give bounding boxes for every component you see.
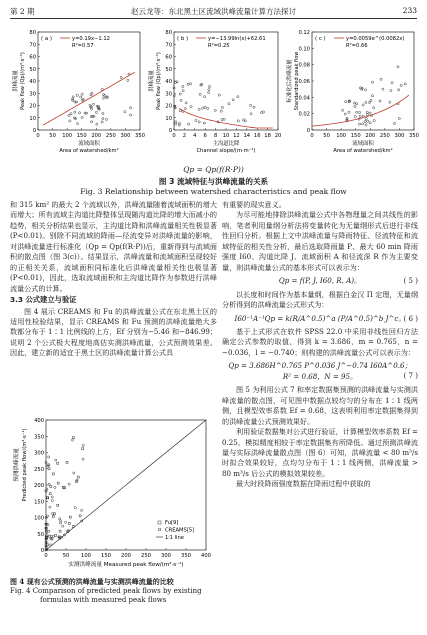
data-point — [366, 111, 368, 113]
data-point — [348, 111, 350, 113]
fig4-caption-en-1: Fig. 4 Comparison of predicted peak flows by existing — [10, 586, 202, 595]
x-axis-title: 实测洪峰流量 Measured peak flow/(m³·s⁻¹) — [68, 562, 184, 568]
equation-7-line-2: R² = 0.68，N = 95。 — [282, 371, 358, 381]
data-point — [398, 117, 400, 119]
data-point — [354, 115, 356, 117]
y-tick-label: 20 — [165, 103, 172, 110]
fig3-panel-c — [284, 26, 420, 164]
data-point-fu — [59, 530, 61, 532]
y-tick-label: 60 — [29, 54, 36, 61]
data-point-creams — [52, 535, 54, 537]
left-paragraph-1: 和 315 km² 的最大 2 个流域以外，洪峰流量随着流域面积的增大而增大；所有流域主沟道比降整体呈现随沟道比降的增大而减小的趋势，相关分析结果也显示，主沟道比降和洪峰流量相关性极显著(P<0.01)。别除不同流域的降雨—径流变异对洪峰流量的影响，对洪峰流量进行标准化（Qp = Qp(f(R·P))后，重新得到与流域面积的散点图（图 3(c)）。结果显示，洪峰流量和流域面积呈现较好的正相关关系，流域面积同标准化后洪峰流量相关性也极显著(P<0.01)，因此，选取流域面积和主沟道比降作为参数进行洪峰流量公式的计算。 — [10, 200, 217, 293]
equation-5-body: Qp = f(P, J, I60, R, A)。 — [278, 276, 362, 286]
data-point — [80, 96, 82, 98]
data-point-creams — [51, 496, 53, 498]
right-column — [222, 200, 418, 490]
data-point — [81, 93, 83, 95]
data-point — [250, 113, 252, 115]
legend-equation: y=0.19x−1.12 — [72, 36, 110, 42]
x-tick-label: 300 — [394, 133, 405, 139]
data-point — [78, 112, 80, 114]
data-point — [253, 106, 255, 108]
data-point — [105, 118, 107, 120]
fit-curve — [43, 72, 135, 125]
x-tick-label: 250 — [105, 133, 116, 139]
fig4-caption-cn: 图 4 现有公式预测的洪峰流量与实测洪峰流量的比较 — [10, 577, 174, 586]
data-point — [368, 101, 370, 103]
fig3-equation: Qp = Qp(f(R·P)) — [183, 165, 244, 174]
fig4-caption-en-2: formulas with measured peak flows — [40, 596, 167, 604]
panel-label: ( c ) — [315, 36, 326, 42]
x-tick-label: 350 — [409, 133, 419, 139]
data-point — [175, 123, 177, 125]
panel-label: ( b ) — [177, 36, 189, 42]
x-tick-label: 350 — [135, 133, 145, 139]
data-point — [359, 115, 361, 117]
y-tick-label: 350 — [34, 434, 44, 441]
x-tick-label: 350 — [181, 553, 191, 559]
x-axis-title-en: Area of watershed/km² — [59, 148, 119, 154]
right-paragraph-2: 为尽可能地排除洪峰流量公式中各物理量之间共线性的影响，笔者利用量纲分析法将变量转化为无量纲形式后进行非线性回归分析。根据上文中洪峰流量与降雨特征、径流特征和流域特征的相关性分析，最后选取降雨量 P、最大 60 min 降雨强度 I60、沟道比降 J、流域面积 A 和径流深 R 作为主要变量，则洪峰流量公式的基本形式可以表示为： — [222, 210, 418, 272]
data-point — [397, 66, 399, 68]
data-point — [74, 111, 76, 113]
data-point — [398, 89, 400, 91]
x-axis-title-en: Area of watershed/km² — [333, 148, 393, 154]
data-point-creams — [49, 506, 51, 508]
data-point-fu — [77, 476, 79, 478]
data-point — [129, 107, 131, 109]
data-point — [204, 106, 206, 108]
y-tick-label: 40 — [29, 79, 36, 85]
x-tick-label: 50 — [323, 133, 330, 139]
data-point — [93, 103, 95, 105]
y-tick-label: 300 — [34, 450, 44, 457]
data-point — [261, 112, 263, 114]
data-point — [199, 93, 201, 95]
data-point — [203, 122, 205, 124]
legend-label-creams: CREAMS[5] — [165, 527, 195, 534]
data-point — [345, 101, 347, 103]
data-point — [207, 107, 209, 109]
equation-6 — [222, 314, 418, 324]
x-tick-label: 300 — [120, 133, 131, 139]
data-point-fu — [82, 448, 84, 450]
data-point — [389, 101, 391, 103]
data-point-fu — [57, 462, 59, 464]
data-point-fu — [68, 522, 70, 524]
x-tick-label: 18 — [264, 133, 271, 139]
data-point-fu — [48, 468, 50, 470]
data-point-fu — [49, 493, 51, 495]
y-tick-label: 0 — [40, 548, 44, 554]
x-tick-label: 50 — [62, 553, 70, 559]
x-tick-label: 0 — [172, 133, 176, 139]
data-point-fu — [48, 535, 50, 537]
x-tick-label: 150 — [76, 133, 87, 139]
y-axis-title-en: Standardized peak flow — [294, 51, 300, 111]
data-point-creams — [48, 456, 50, 458]
legend-marker-creams — [158, 528, 161, 531]
equation-7-line-1: Qp = 3.686H^0.765 P^0.036 J^−0.74 I60A^0.6； — [228, 361, 412, 371]
data-point-creams — [62, 525, 64, 527]
data-point — [361, 123, 363, 125]
data-point — [188, 123, 190, 125]
x-axis-title-cn: 主沟道比降 — [212, 141, 240, 147]
data-point — [208, 89, 210, 91]
data-point — [90, 121, 92, 123]
data-point — [371, 95, 373, 97]
data-point-fu — [79, 515, 81, 517]
data-point — [127, 79, 129, 81]
y-tick-label: 80 — [29, 30, 36, 36]
y-tick-label: 100 — [34, 515, 44, 522]
fig3-caption-cn: 图 3 流域特征与洪峰流量的关系 — [158, 177, 269, 186]
right-paragraph-6: 利用验证数据集对公式进行验证，计算模型效率系数 Ef = 0.25，模拟精度相较于率定数据集有所降低。通过预测洪峰流量与实际洪峰流量散点图（图 6）可知，洪峰流量 < 80 m³/s 时拟合效果较好，点均匀分布于 1∶1 线两侧，洪峰流量 > 80 m³/s 后公式的模拟效果较差。 — [222, 427, 418, 478]
y-tick-label: 40 — [165, 79, 172, 85]
y-tick-label: 30 — [165, 91, 172, 98]
data-point — [102, 112, 104, 114]
data-point — [180, 99, 182, 101]
data-point — [72, 96, 74, 98]
x-tick-label: 6 — [203, 133, 207, 139]
section-heading-3-3: 3.3 公式建立与验证 — [10, 295, 77, 305]
data-point-fu — [62, 486, 64, 488]
y-axis-title-cn: 洪峰流量 — [149, 70, 155, 92]
x-tick-label: 50 — [49, 133, 56, 139]
legend-equation: y=−13.99ln(x)+62.61 — [208, 36, 266, 42]
y-tick-label: 400 — [34, 418, 44, 424]
data-point — [74, 101, 76, 103]
y-tick-label: 200 — [34, 483, 44, 489]
data-point — [68, 114, 70, 116]
x-tick-label: 300 — [161, 553, 171, 559]
data-point — [353, 102, 355, 104]
page-number: 233 — [402, 6, 417, 15]
data-point-fu — [69, 516, 71, 518]
legend-label-fu: Fu[9] — [165, 520, 179, 526]
data-point — [237, 120, 239, 122]
data-point — [400, 84, 402, 86]
data-point — [404, 83, 406, 85]
x-tick-label: 250 — [141, 553, 151, 559]
x-tick-label: 10 — [222, 133, 230, 139]
fig3-caption — [0, 177, 427, 197]
fig4-caption — [10, 577, 218, 606]
data-point — [96, 123, 98, 125]
data-point — [221, 119, 223, 121]
data-point — [380, 78, 382, 80]
data-point — [364, 121, 366, 123]
data-point — [120, 76, 122, 78]
data-point — [182, 85, 184, 87]
y-tick-label: 60 — [165, 54, 172, 61]
data-point — [362, 104, 364, 106]
data-point — [391, 82, 393, 84]
data-point-fu — [52, 515, 54, 517]
right-paragraph-7: 最大时段降雨强度数据在降雨过程中获取的 — [236, 479, 371, 489]
data-point — [342, 109, 344, 111]
legend-marker-fu — [158, 521, 161, 524]
data-point-creams — [82, 444, 84, 446]
x-tick-label: 150 — [350, 133, 361, 139]
data-point — [70, 113, 72, 115]
legend-equation: y=0.0059e^(0.0082x) — [346, 36, 405, 42]
y-axis-title-en: Peak flow (Qp)/(m³·s⁻¹) — [156, 52, 162, 110]
data-point — [102, 117, 104, 119]
y-tick-label: 50 — [37, 531, 44, 538]
data-point — [393, 122, 395, 124]
data-point — [373, 119, 375, 121]
fit-curve — [312, 95, 409, 126]
data-point — [189, 83, 191, 85]
data-point-creams — [51, 499, 53, 501]
fig4-chart — [10, 414, 218, 576]
x-tick-label: 0 — [44, 553, 48, 559]
y-tick-label: 70 — [165, 42, 172, 49]
y-tick-label: 70 — [29, 42, 36, 49]
data-point — [198, 108, 200, 110]
x-tick-label: 14 — [243, 133, 251, 139]
data-point — [220, 110, 222, 112]
data-point-fu — [52, 473, 54, 475]
x-tick-label: 20 — [274, 133, 282, 139]
equation-6-number: ( 6 ) — [403, 313, 418, 323]
y-axis-title-en: Peak flow (Qp)/(m³·s⁻¹) — [20, 52, 26, 110]
data-point-creams — [48, 483, 50, 485]
data-point — [367, 120, 369, 122]
data-point — [354, 105, 356, 107]
y-tick-label: 20 — [29, 103, 36, 110]
data-point — [218, 94, 220, 96]
running-header — [10, 4, 417, 19]
fig3-panel-b — [146, 26, 284, 164]
y-tick-label: 80 — [165, 30, 172, 36]
data-point — [228, 103, 230, 105]
x-tick-label: 8 — [213, 133, 218, 139]
x-tick-label: 250 — [379, 133, 390, 139]
data-point — [214, 109, 216, 111]
data-point — [390, 89, 392, 91]
data-point-fu — [57, 482, 59, 484]
data-point — [124, 111, 126, 113]
y-tick-label: 50 — [165, 66, 172, 73]
x-tick-label: 150 — [101, 553, 111, 559]
y-tick-label: 250 — [34, 466, 44, 473]
data-point — [372, 81, 374, 83]
data-point — [76, 122, 78, 124]
y-tick-label: 0.02 — [298, 111, 310, 118]
y-axis-title-cn: 预测洪峰流量 — [14, 448, 20, 482]
data-point — [182, 90, 184, 92]
data-point — [382, 88, 384, 90]
data-point — [366, 114, 368, 116]
y-tick-label: 0 — [306, 128, 310, 134]
data-point-creams — [71, 439, 73, 441]
data-point — [379, 100, 381, 102]
right-paragraph-3: 以长度和时间作为基本量纲，根据白金汉 Π 定理，无量纲分析得到的洪峰流量公式形式为： — [222, 289, 418, 310]
x-tick-label: 100 — [336, 133, 347, 139]
fig3-caption-en: Fig. 3 Relationship between watershed characteristics and peak flow — [80, 187, 347, 196]
panel-label: ( a ) — [41, 36, 52, 42]
data-point-creams — [50, 544, 52, 546]
equation-7-number: ( 7 ) — [403, 371, 418, 381]
data-point — [344, 113, 346, 115]
issue-number: 第 2 期 — [10, 7, 35, 16]
x-tick-label: 4 — [193, 133, 197, 139]
data-point — [365, 124, 367, 126]
data-point — [250, 104, 252, 106]
data-point — [365, 118, 367, 120]
x-axis-title-en: Channel slope/(m·m⁻¹) — [196, 148, 256, 154]
data-point — [190, 106, 192, 108]
y-tick-label: 0 — [168, 128, 172, 134]
y-tick-label: 10 — [165, 115, 172, 122]
x-tick-label: 200 — [91, 133, 102, 139]
x-tick-label: 12 — [233, 133, 240, 139]
data-point — [204, 96, 206, 98]
y-tick-label: 0.10 — [298, 46, 310, 53]
data-point — [101, 121, 103, 123]
data-point-creams — [65, 521, 67, 523]
x-tick-label: 0 — [310, 133, 314, 139]
data-point — [185, 102, 187, 104]
data-point-creams — [48, 530, 50, 532]
data-point — [356, 111, 358, 113]
y-axis-title-en: Predicted peak flow/(m³·s⁻¹) — [22, 428, 28, 502]
equation-7 — [222, 361, 418, 382]
data-point — [184, 108, 186, 110]
data-point — [202, 107, 204, 109]
data-point — [346, 117, 348, 119]
data-point — [364, 89, 366, 91]
data-point — [130, 114, 132, 116]
legend-label-line: 1∶1 line — [165, 535, 184, 541]
x-tick-label: 200 — [121, 553, 131, 559]
data-point-fu — [57, 504, 59, 506]
x-tick-label: 16 — [253, 133, 261, 139]
data-point — [187, 83, 189, 85]
data-point-fu — [64, 487, 66, 489]
data-point-creams — [82, 458, 84, 460]
data-point-creams — [68, 483, 70, 485]
data-point — [179, 93, 181, 95]
y-tick-label: 0.06 — [298, 79, 310, 85]
y-axis-title-cn: 标准化后洪峰流量 — [287, 59, 293, 103]
data-point — [208, 85, 210, 87]
right-paragraph-4: 基于上式形式在软件 SPSS 22.0 中采用非线性回归方法确定公式参数的取值，得到 k = 3.686，m = 0.765，n = −0.036，l = −0.740；则构建的洪峰流量公式可以表示为： — [222, 326, 418, 357]
legend-r-squared: R²=0.25 — [208, 43, 230, 49]
data-point — [221, 106, 223, 108]
data-point — [369, 122, 371, 124]
legend-r-squared: R²=0.66 — [346, 43, 368, 49]
left-column — [10, 200, 217, 359]
x-axis-title-cn: 流域面积 — [78, 141, 100, 147]
legend-r-squared: R²=0.57 — [72, 43, 94, 49]
fit-curve — [179, 109, 273, 129]
equation-5 — [222, 276, 418, 286]
x-tick-label: 100 — [62, 133, 73, 139]
data-point — [237, 96, 239, 98]
data-point — [356, 103, 358, 105]
data-point — [76, 94, 78, 96]
data-point-creams — [74, 507, 76, 509]
data-point — [242, 119, 244, 121]
x-tick-label: 2 — [182, 133, 187, 139]
fig3-panel-a — [10, 26, 146, 164]
left-paragraph-2: 图 4 展示 CREAMS 和 Fu 的洪峰流量公式在东北黑土区的适用性检验结果，显示 CREAMS 和 Fu 预测的洪峰流量绝大多数都分布于 1∶1 比例线的上方，Ef 分别为−5.46 和−846.99；说明 2 个公式极大程度地高估实测洪峰流量，公式预测效果差。因此，建立新的适宜于黑土区的洪峰流量计算公式具 — [10, 306, 217, 358]
data-point — [373, 107, 375, 109]
data-point — [84, 112, 86, 114]
y-tick-label: 50 — [29, 66, 36, 73]
data-point — [102, 97, 104, 99]
data-point — [69, 120, 71, 122]
data-point — [208, 91, 210, 93]
x-tick-label: 100 — [81, 553, 91, 559]
data-point-creams — [54, 486, 56, 488]
data-point — [198, 121, 200, 123]
y-tick-label: 0 — [32, 128, 36, 134]
running-title: 赵云龙等：东北黑土区流域洪峰流量计算方法探讨 — [131, 7, 296, 16]
y-tick-label: 0.04 — [298, 95, 310, 102]
y-axis-title-cn: 洪峰流量 — [13, 70, 19, 92]
data-point — [359, 111, 361, 113]
y-tick-label: 0.12 — [298, 30, 310, 36]
y-tick-label: 10 — [29, 115, 36, 122]
data-point — [370, 99, 372, 101]
data-point-fu — [66, 461, 68, 463]
data-point-creams — [81, 509, 83, 511]
data-point-creams — [50, 535, 52, 537]
data-point — [81, 116, 83, 118]
data-point — [358, 123, 360, 125]
x-axis-title-cn: 流域面积 — [352, 141, 374, 147]
data-point-creams — [55, 459, 57, 461]
data-point — [232, 99, 234, 101]
data-point-creams — [73, 472, 75, 474]
data-point — [223, 118, 225, 120]
data-point — [369, 112, 371, 114]
data-point — [175, 121, 177, 123]
data-point-fu — [54, 534, 56, 536]
y-tick-label: 150 — [34, 499, 44, 506]
equation-5-number: ( 5 ) — [403, 276, 418, 286]
data-point — [95, 111, 97, 113]
right-paragraph-5: 图 5 为利用公式 7 和率定数据集预测的洪峰流量与实测洪峰流量的散点图，可见图中数据点较均匀的分布在 1∶1 线两侧，且模型效率系数 Ef = 0.68，这表明利用率定数据集得到的洪峰流量公式预测效果好。 — [222, 385, 418, 426]
equation-6-body: I60⁻¹A⁻¹Qp = k(R/A^0.5)^a (P/A^0.5)^b J^c。 — [234, 313, 406, 323]
data-point-fu — [50, 485, 52, 487]
x-tick-label: 0 — [36, 133, 40, 139]
y-tick-label: 30 — [29, 91, 36, 98]
x-tick-label: 400 — [201, 553, 211, 559]
y-tick-label: 0.08 — [298, 62, 310, 69]
x-tick-label: 200 — [365, 133, 376, 139]
right-paragraph-1: 有重要的现实意义。 — [222, 200, 286, 209]
data-point — [365, 101, 367, 103]
data-point — [195, 119, 197, 121]
data-point-fu — [72, 437, 74, 439]
